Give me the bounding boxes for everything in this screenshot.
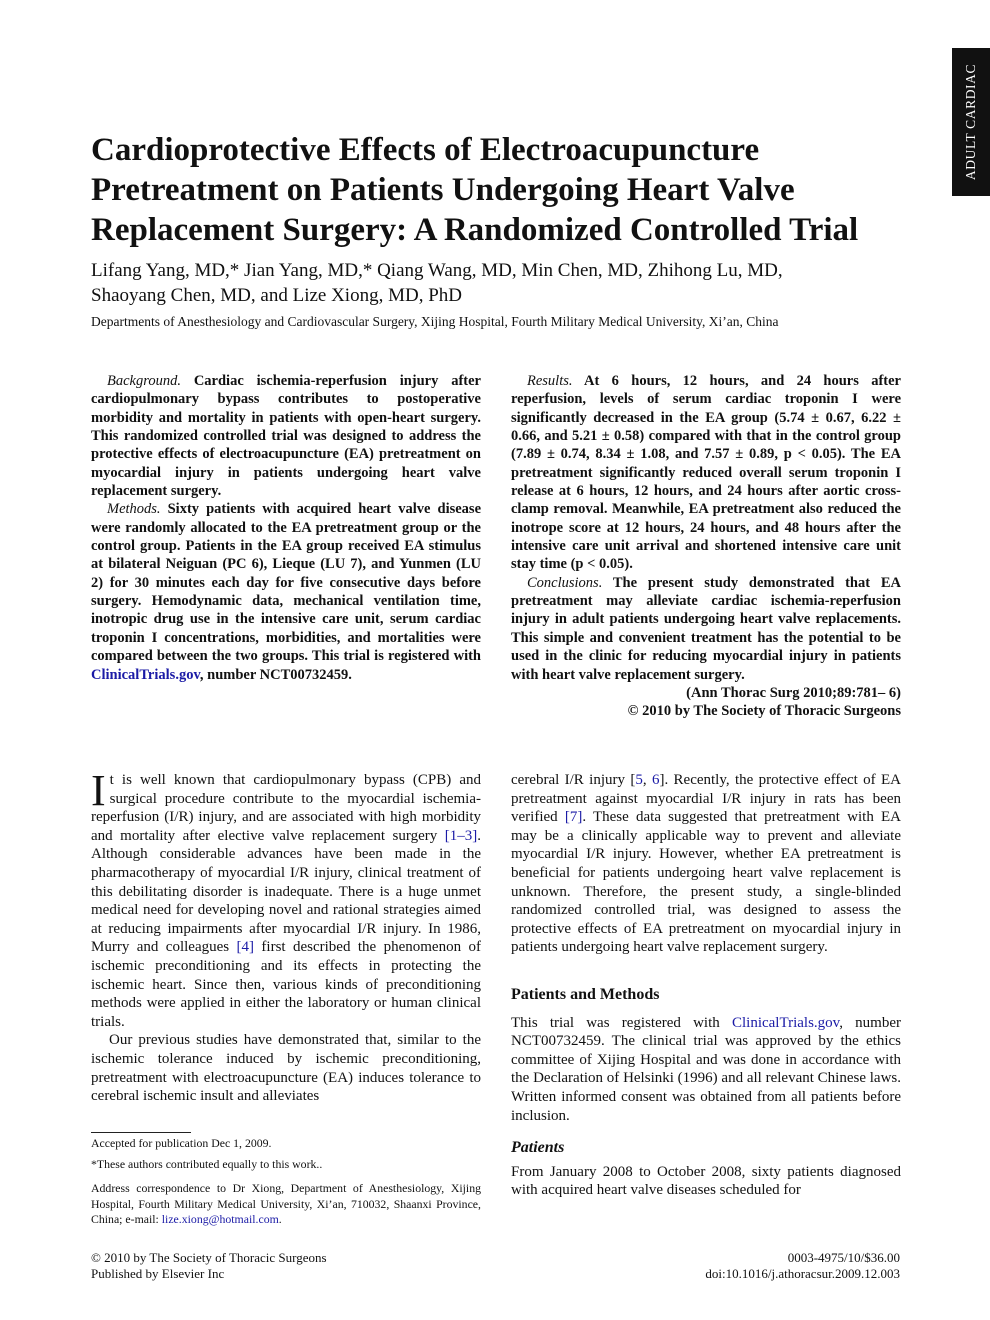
author-list	[91, 258, 911, 308]
reference-link[interactable]: 6	[651, 772, 660, 788]
footer-doi: doi:10.1016/j.athoracsur.2009.12.003	[705, 1266, 900, 1281]
journal-citation: (Ann Thorac Surg 2010;89:781– 6)	[686, 684, 901, 701]
authors-line-2: Shaoyang Chen, MD, and Lize Xiong, MD, PhD	[91, 285, 462, 306]
background-label: Background.	[107, 373, 181, 389]
intro-paragraph-1: It is well known that cardiopulmonary bypass (CPB) and surgical procedure contribute to the myocardial ischemia-reperfusion (I/R) injury, and are associated with high morbidity and mortality after elective valve replacement surgery [1–3]. Although considerable advances have been made in the pharmacotherapy of myocardial I/R injury, clinical treatment of this debilitating disorder is inadequate. There is a huge unmet medical need for developing novel and rational strategies aimed at reducing impairments after myocardial I/R injury. In 1986, Murry and colleagues [4] first described the phenomenon of ischemic preconditioning and its effects in protecting the ischemic heart. Since then, various kinds of preconditioning methods were applied in either the laboratory or human clinical trials.	[91, 766, 481, 1030]
footnote-divider	[91, 1132, 191, 1133]
abstract-right-column	[511, 372, 901, 721]
footer-left	[91, 1250, 327, 1282]
abstract-copyright: © 2010 by The Society of Thoracic Surgeons	[627, 703, 901, 720]
intro-paragraph-3: cerebral I/R injury [5, 6]. Recently, the protective effect of EA pretreatment against myocardial I/R injury in rats has been verified [7]. These data suggested that pretreatment with EA may be a clinically applicable way to prevent and alleviate myocardial I/R injury. However, whether EA pretreatment is beneficial for patients undergoing heart valve replacement is unknown. Therefore, the present study, a single-blinded randomized controlled trial, was designed to assess the protective effects of EA pretreatment on myocardial injury in patients undergoing heart valve replacement surgery.	[511, 772, 901, 956]
email-link[interactable]: lize.xiong@hotmail.com	[161, 1212, 279, 1226]
footer-issn: 0003-4975/10/$36.00	[787, 1250, 900, 1265]
clinicaltrials-link[interactable]: ClinicalTrials.gov	[731, 1014, 840, 1031]
body-left-column	[91, 766, 481, 1106]
footer-copyright: © 2010 by The Society of Thoracic Surgeons	[91, 1250, 327, 1265]
subsection-heading: Patients	[511, 1139, 565, 1157]
section-side-tab	[952, 48, 990, 196]
drop-cap: I	[91, 766, 106, 815]
abstract-background: Background. Cardiac ischemia-reperfusion injury after cardiopulmonary bypass contributes to postoperative morbidity and mortality in patients with open-heart surgery. This randomized controlled trial was designed to address the protective effects of electroacupuncture (EA) pretreatment on myocardial injury in patients undergoing heart valve replacement surgery.	[91, 373, 481, 500]
footnote-equal-contribution: *These authors contributed equally to this work..	[91, 1156, 323, 1171]
footer-publisher: Published by Elsevier Inc	[91, 1266, 225, 1281]
abstract-methods: Methods. Sixty patients with acquired heart valve disease were randomly allocated to the EA pretreatment group or the control group. Patients in the EA group received EA stimulus at bilateral Neiguan (PC 6), Lieque (LU 7), and Yunmen (LU 2) for 30 minutes each day for five consecutive days before surgery. Hemodynamic data, mechanical ventilation time, inotropic drug use in the intensive care unit, serum cardiac troponin I concentrations, morbidities, and mortalities were compared between the two groups. This trial is registered with ClinicalTrials.gov, number NCT00732459.	[91, 501, 482, 683]
abstract-left-column	[91, 372, 481, 684]
abstract-results: Results. At 6 hours, 12 hours, and 24 hours after reperfusion, levels of serum cardiac troponin I were significantly decreased in the EA group (5.74 ± 0.67, 6.22 ± 0.66, and 5.21 ± 0.58) compared with that in the control group (7.89 ± 0.74, 8.34 ± 1.08, and 7.57 ± 0.89, p < 0.05). The EA pretreatment significantly reduced overall serum troponin I release at 6 hours, 12 hours, and 24 hours after aortic cross-clamp removal. Meanwhile, EA pretreatment also reduced the inotrope score at 12 hours, 24 hours, and 48 hours after the intensive care unit arrival and shortened intensive care unit stay time (p < 0.05).	[511, 373, 901, 573]
affiliation: Departments of Anesthesiology and Cardiovascular Surgery, Xijing Hospital, Fourth Military Medical University, Xi’an, China	[91, 314, 779, 329]
abstract-conclusions: Conclusions. The present study demonstrated that EA pretreatment may alleviate cardiac ischemia-reperfusion injury in adult patients undergoing heart valve replacements. This simple and convenient treatment has the potential to be used in the clinic for reducing myocardial injury in patients with heart valve replacement surgery.	[511, 574, 901, 683]
body-right-column	[511, 771, 901, 1200]
methods-label: Methods.	[107, 501, 161, 518]
side-tab-label: ADULT CARDIAC	[963, 63, 978, 181]
footnotes	[91, 1136, 481, 1228]
footnote-address: Address correspondence to Dr Xiong, Department of Anesthesiology, Xijing Hospital, Fourth Military Medical University, Xi’an, 710032, Shaanxi Province, China; e-mail: lize.xiong@hotmail.com.	[91, 1181, 481, 1226]
patients-paragraph: From January 2008 to October 2008, sixty patients diagnosed with acquired heart valve diseases scheduled for	[511, 1163, 901, 1199]
intro-paragraph-2: Our previous studies have demonstrated that, similar to the ischemic tolerance induced by ischemic preconditioning, pretreatment with electroacupuncture (EA) induces tolerance to cerebral ischemic insult and alleviates	[91, 1032, 481, 1105]
reference-link[interactable]: [7]	[564, 809, 583, 826]
article-title: Cardioprotective Effects of Electroacupuncture Pretreatment on Patients Undergoing Heart Valve Replacement Surgery: A Randomized Controlled Trial	[91, 132, 859, 248]
clinicaltrials-link[interactable]: ClinicalTrials.gov	[91, 666, 200, 683]
conclusions-label: Conclusions.	[527, 574, 603, 591]
authors-line-1: Lifang Yang, MD,* Jian Yang, MD,* Qiang Wang, MD, Min Chen, MD, Zhihong Lu, MD,	[91, 260, 783, 281]
reference-link[interactable]: [4]	[236, 939, 255, 956]
reference-link[interactable]: 5	[635, 772, 643, 788]
section-heading: Patients and Methods	[511, 985, 660, 1003]
reference-link[interactable]: [1–3]	[444, 827, 478, 844]
results-label: Results.	[527, 373, 573, 389]
footer-right	[705, 1250, 900, 1282]
footnote-accepted: Accepted for publication Dec 1, 2009.	[91, 1136, 272, 1150]
methods-paragraph: This trial was registered with ClinicalTrials.gov, number NCT00732459. The clinical trial was approved by the ethics committee of Xijing Hospital and was done in accordance with the Declaration of Helsinki (1996) and all relevant Chinese laws. Written informed consent was obtained from all patients before inclusion.	[511, 1014, 901, 1124]
